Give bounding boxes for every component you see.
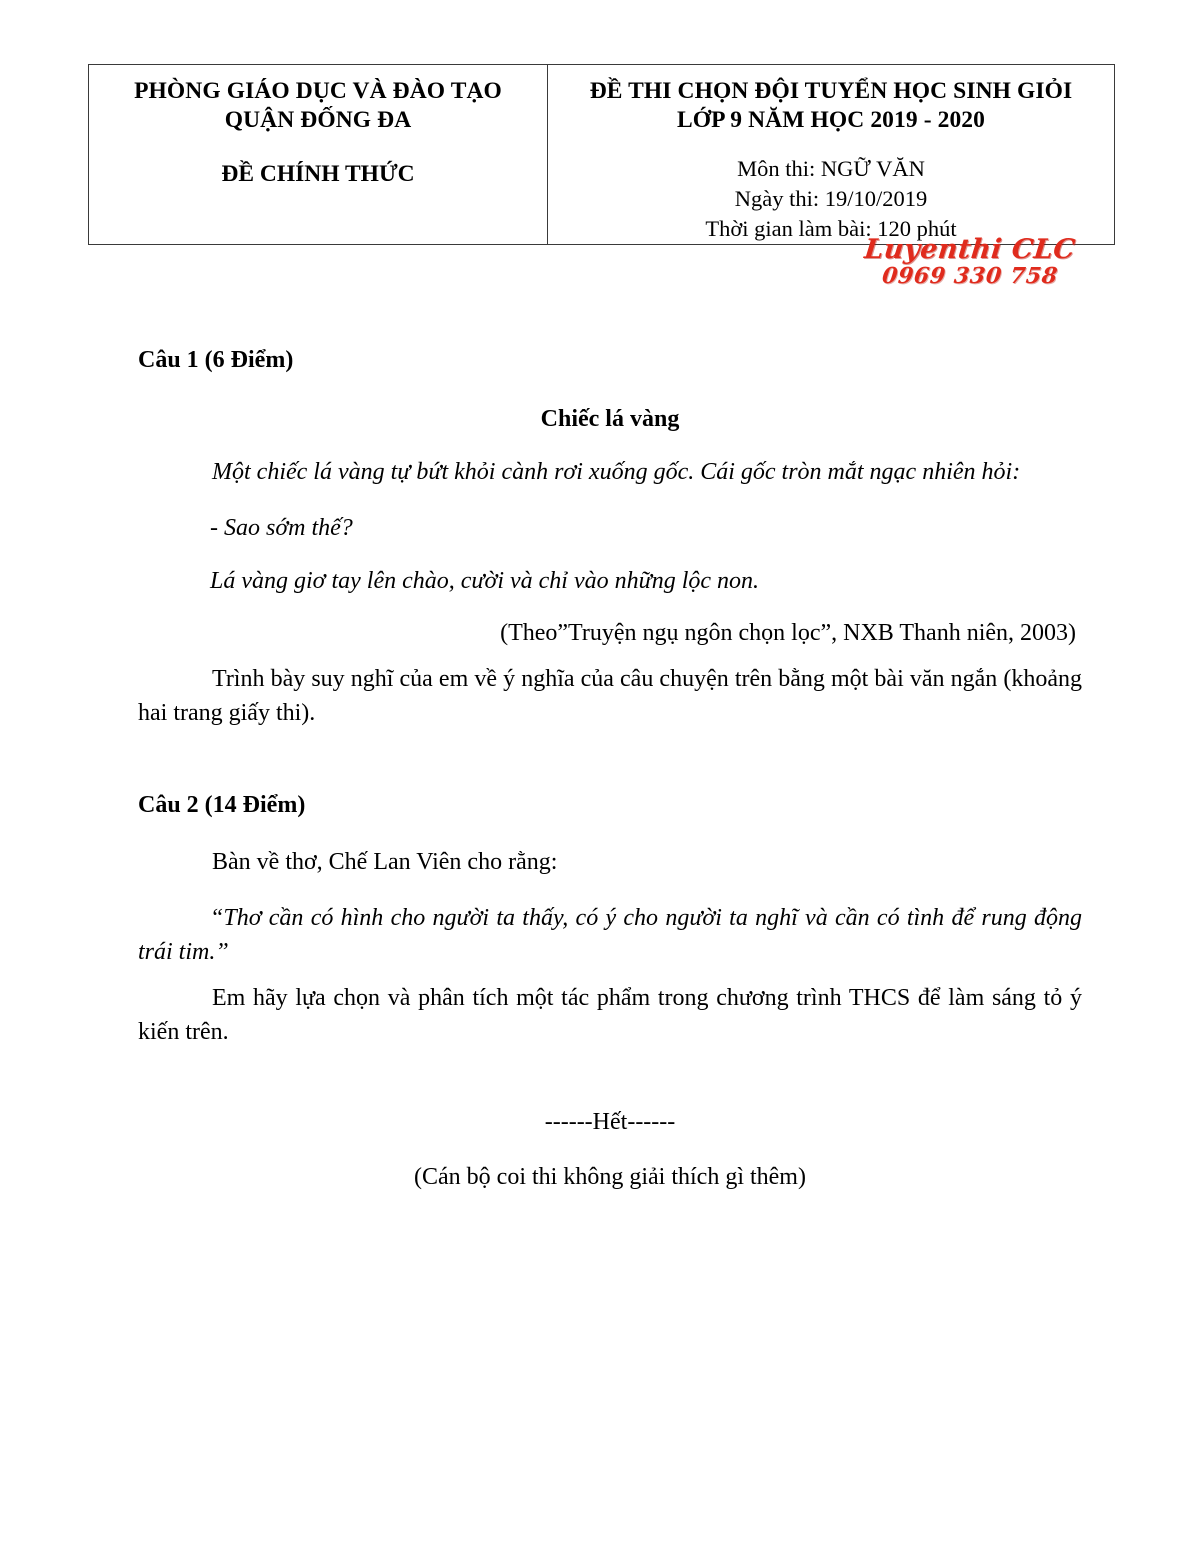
spacer xyxy=(138,1049,1082,1105)
spacer xyxy=(138,879,1082,901)
header-table xyxy=(88,64,1115,245)
exam-date: Ngày thi: 19/10/2019 xyxy=(734,185,928,211)
exam-footer xyxy=(138,1105,1082,1193)
story-paragraph: Một chiếc lá vàng tự bứt khỏi cành rơi xuống gốc. Cái gốc tròn mắt ngạc nhiên hỏi: xyxy=(212,459,1021,486)
spacer xyxy=(138,730,1082,790)
spacer xyxy=(138,1140,1082,1160)
story-closing-line: Lá vàng giơ tay lên chào, cười và chỉ vào những lộc non. xyxy=(210,567,760,594)
exam-metadata xyxy=(548,136,1114,244)
spacer xyxy=(138,821,1082,845)
question-1-task: Trình bày suy nghĩ của em về ý nghĩa của câu chuyện trên bằng một bài văn ngắn (khoảng hai trang giấy thi). xyxy=(138,665,1082,726)
official-exam-label: ĐỀ CHÍNH THỨC xyxy=(221,161,415,188)
question-2-intro: Bàn về thơ, Chế Lan Viên cho rằng: xyxy=(212,849,558,876)
header-table-row xyxy=(89,65,1115,245)
exam-duration: Thời gian làm bài: 120 phút xyxy=(705,216,957,242)
spacer xyxy=(138,435,1082,455)
question-1-block xyxy=(138,345,1082,730)
watermark-brand-name: Luyenthi CLC xyxy=(862,234,1078,265)
header-cell-issuer xyxy=(89,65,548,245)
spacer xyxy=(138,376,1082,404)
spacer xyxy=(138,489,1082,511)
question-2-quote: “Thơ cần có hình cho người ta thấy, có ý cho người ta nghĩ và cần có tình để rung động trái tim.” xyxy=(138,905,1082,966)
exam-title xyxy=(548,65,1114,136)
question-2-task: Em hãy lựa chọn và phân tích một tác phẩm trong chương trình THCS để làm sáng tỏ ý kiến trên. xyxy=(138,985,1082,1046)
exam-title-line-1: ĐỀ THI CHỌN ĐỘI TUYỂN HỌC SINH GIỎI xyxy=(589,78,1073,104)
story-dialogue-line: - Sao sớm thế? xyxy=(210,515,353,542)
invigilator-note: (Cán bộ coi thi không giải thích gì thêm) xyxy=(414,1163,806,1190)
spacer xyxy=(138,598,1082,616)
exam-subject: Môn thi: NGỮ VĂN xyxy=(737,155,925,181)
watermark-phone-number: 0969 330 758 xyxy=(880,263,1060,289)
exam-body xyxy=(138,345,1082,1194)
exam-title-line-2: LỚP 9 NĂM HỌC 2019 - 2020 xyxy=(677,107,985,134)
question-2-block xyxy=(138,790,1082,1050)
office-line-2: QUẬN ĐỐNG ĐA xyxy=(224,107,412,134)
office-line-1: PHÒNG GIÁO DỤC VÀ ĐÀO TẠO xyxy=(134,78,502,104)
question-2-heading: Câu 2 (14 Điểm) xyxy=(138,791,306,818)
header-cell-exam-info xyxy=(548,65,1115,245)
spacer xyxy=(138,650,1082,662)
question-1-heading: Câu 1 (6 Điểm) xyxy=(138,347,294,373)
spacer xyxy=(138,969,1082,981)
story-citation: (Theo”Truyện ngụ ngôn chọn lọc”, NXB Thanh niên, 2003) xyxy=(500,619,1076,646)
issuing-office xyxy=(89,65,547,135)
story-title: Chiếc lá vàng xyxy=(540,406,680,433)
spacer xyxy=(138,546,1082,564)
end-marker: ------Hết------ xyxy=(544,1109,676,1136)
